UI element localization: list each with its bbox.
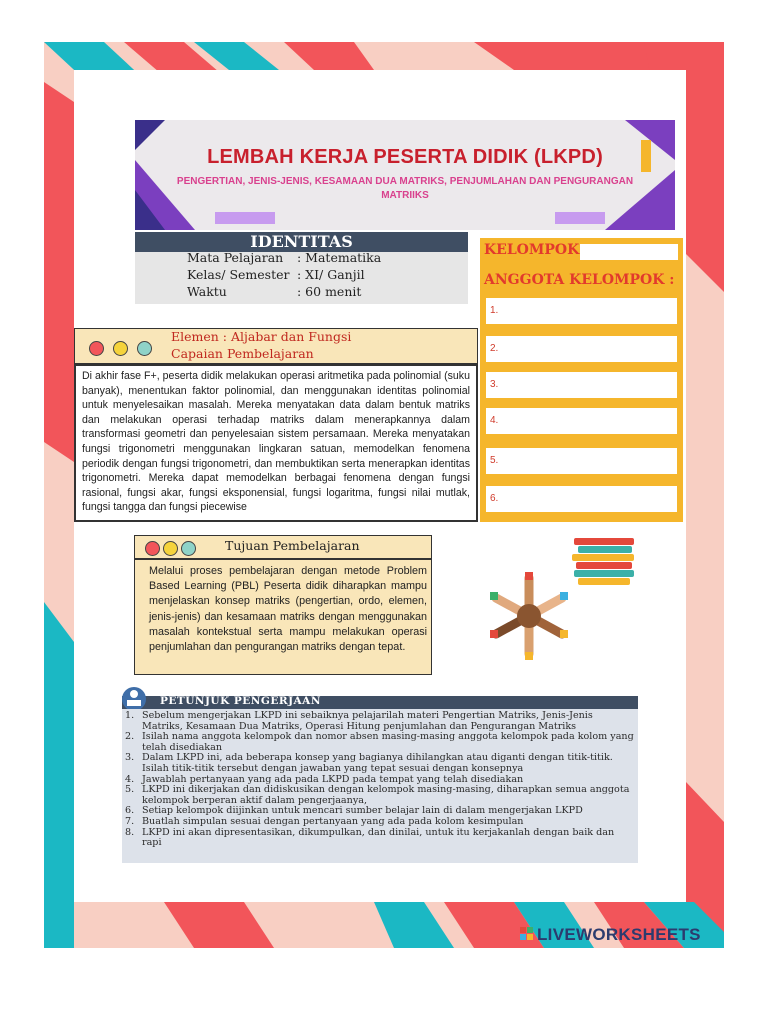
petunjuk-title: PETUNJUK PENGERJAAN [160, 695, 321, 707]
teal-dot-icon [181, 541, 196, 556]
petunjuk-list [122, 711, 636, 849]
yellow-dot-icon [163, 541, 178, 556]
anggota-title: ANGGOTA KELOMPOK : [484, 272, 675, 288]
stripe-teal-4 [374, 902, 454, 948]
identitas-label: Waktu [187, 284, 227, 299]
identitas-label: Mata Pelajaran [187, 250, 284, 265]
worksheet-subtitle: PENGERTIAN, JENIS-JENIS, KESAMAAN DUA MATRIKS, PENJUMLAHAN DAN PENGURANGAN MATRIIKS [176, 176, 634, 201]
red-dot-icon [89, 341, 104, 356]
anggota-field[interactable]: 5. [486, 448, 677, 474]
anggota-field[interactable]: 3. [486, 372, 677, 398]
list-item: 6. Setiap kelompok diijinkan untuk mencari sumber belajar lain di dalam mengerjakan LKPD [125, 805, 583, 817]
list-item: 5. LKPD ini dikerjakan dan didiskusikan dengan kelompok masing-masing, diharapkan semua anggota kelompok berperan aktif dalam pengerjaanya, [125, 784, 630, 806]
list-item: 1. Sebelum mengerjakan LKPD ini sebaiknya pelajarilah materi Pengertian Matriks, Jenis-Jenis Matriks, Kesamaan Dua Matriks, Operasi Hitung penjumlahan dan Pengurangan Matriks [125, 710, 593, 732]
tujuan-header [134, 535, 432, 559]
anggota-field[interactable]: 6. [486, 486, 677, 512]
anggota-field[interactable]: 2. [486, 336, 677, 362]
tujuan-text: Melalui proses pembelajaran dengan metode Problem Based Learning (PBL) Peserta didik diharapkan mampu menjelaskan konsep matriks (pengertian, ordo, elemen, jenis-jenis) dan kesamaan matriks dengan menggunakan masalah kontekstual serta mampu melakukan operasi penjumlahan dan pengurangan matriks dengan tepat. [134, 559, 432, 675]
capaian-label: Capaian Pembelajaran [171, 346, 314, 361]
anggota-field[interactable]: 1. [486, 298, 677, 324]
liveworksheets-brand[interactable]: LIVEWORKSHEETS [537, 925, 701, 944]
kelompok-title: KELOMPOK [484, 242, 580, 258]
stripe-teal-3 [44, 602, 74, 948]
identitas-value: : XI/ Ganjil [297, 267, 365, 282]
stripe-coral-2 [284, 42, 374, 70]
teal-dot-icon [137, 341, 152, 356]
capaian-text: Di akhir fase F+, peserta didik melakukan operasi aritmetika pada polinomial (suku banyak), menentukan faktor polinomial, dan menggunakan identitas polinomial untuk menyelesaikan masalah. Mereka menyatakan data dalam bentuk matriks dan melakukan operasi terhadap matriks dalam menerapkannya dalam transformasi geometri dan penyelesaian sistem persamaan. Mereka menyatakan fungsi trigonometri menggunakan lingkaran satuan, memodelkan fenomena periodik dengan fungsi trigonometri, dan membuktikan serta menerapkan identitas trigonometri. Mereka dapat memodelkan berbagai fenomena dengan fungsi rasional, fungsi akar, fungsi eksponensial, fungsi logaritma, fungsi nilai mutlak, fungsi tangga dan fungsi piecewise [74, 364, 478, 522]
stripe-coral-7 [164, 902, 274, 948]
title-banner [135, 120, 675, 230]
list-item: 7. Buatlah simpulan sesuai dengan pertanyaan yang ada pada kolom kesimpulan [125, 815, 524, 827]
identitas-row [187, 267, 365, 282]
list-item: 3. Dalam LKPD ini, ada beberapa konsep yang bagianya dihilangkan atau diganti dengan titik-titik. Isilah titik-titik tersebut dengan jawaban yang tepat sesuai dengan konsepnya [125, 752, 613, 774]
list-item: 4. Jawablah pertanyaan yang ada pada LKPD pada tempat yang telah disediakan [125, 773, 524, 785]
kelompok-input[interactable] [580, 244, 678, 260]
identitas-value: : Matematika [297, 250, 382, 265]
elemen-label: Elemen : Aljabar dan Fungsi [171, 329, 352, 344]
list-item: 2. Isilah nama anggota kelompok dan nomor absen masing-masing anggota kelompok pada kolom yang telah disediakan [125, 731, 634, 753]
books-icon [570, 536, 640, 588]
red-dot-icon [145, 541, 160, 556]
worksheet-title: LEMBAH KERJA PESERTA DIDIK (LKPD) [207, 146, 603, 168]
capaian-header [74, 328, 478, 364]
identitas-row [187, 250, 381, 265]
liveworksheets-logo-icon [520, 927, 534, 941]
identitas-row [187, 284, 361, 299]
anggota-field[interactable]: 4. [486, 408, 677, 434]
identitas-value: : 60 menit [297, 284, 362, 299]
tujuan-title: Tujuan Pembelajaran [225, 538, 360, 553]
identitas-label: Kelas/ Semester [187, 267, 290, 282]
teamwork-hands-icon [486, 570, 572, 662]
yellow-dot-icon [113, 341, 128, 356]
kelompok-panel [480, 238, 683, 522]
identitas-box [135, 252, 468, 304]
stripe-coral-5 [44, 82, 74, 462]
identitas-heading: IDENTITAS [135, 232, 468, 252]
list-item: 8. LKPD ini akan dipresentasikan, dikumpulkan, dan dinilai, untuk itu kerjakanlah dengan baik dan rapi [125, 826, 615, 849]
